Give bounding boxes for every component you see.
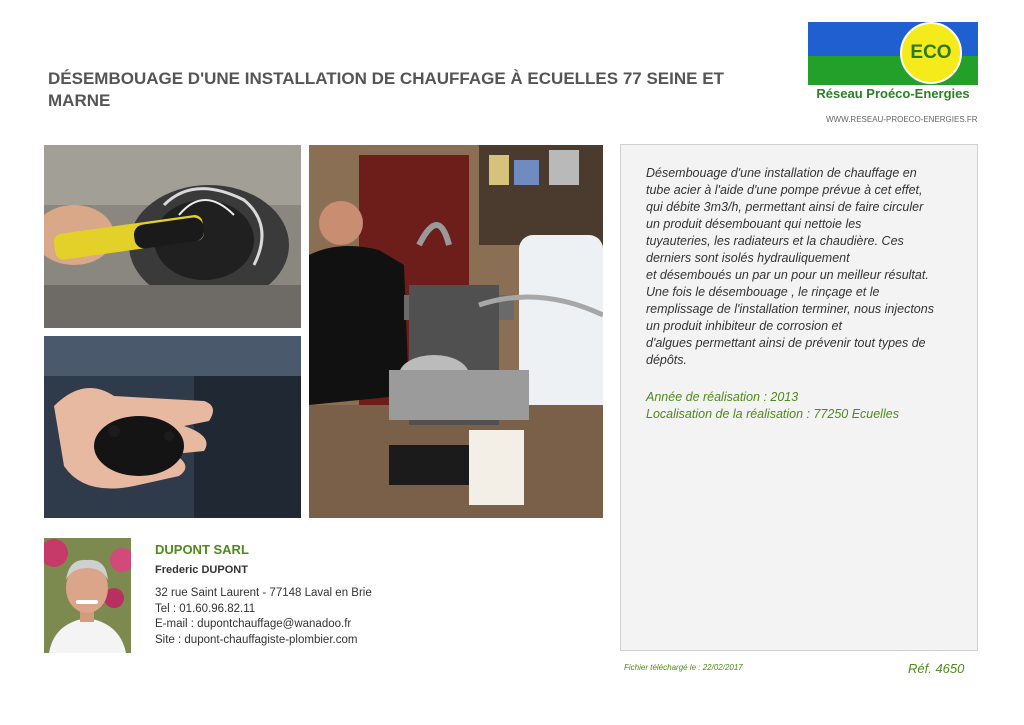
contact-details [155, 586, 372, 648]
website-link[interactable]: WWW.RESEAU-PROECO-ENERGIES.FR [826, 115, 978, 124]
description-line: remplissage de l'installation terminer, nous injectons [646, 302, 934, 316]
company-phone[interactable]: Tel : 01.60.96.82.11 [155, 602, 256, 615]
reference-number: Réf. 4650 [908, 661, 965, 676]
description-line: qui débite 3m3/h, permettant ainsi de faire circuler [646, 200, 924, 214]
description-line: Une fois le désembouage , le rinçage et le [646, 285, 880, 299]
contact-portrait [44, 538, 131, 653]
project-meta [646, 389, 966, 423]
description-line: d'algues permettant ainsi de prévenir tout types de [646, 336, 926, 350]
description-line: un produit désembouant qui nettoie les [646, 217, 862, 231]
description-line: tube acier à l'aide d'une pompe prévue à cet effet, [646, 183, 923, 197]
description-line: un produit inhibiteur de corrosion et [646, 319, 842, 333]
eco-logo[interactable] [808, 22, 978, 104]
logo-network-name: Réseau Proéco-Energies [816, 86, 970, 101]
description-panel [620, 144, 978, 651]
photo-sludge-flushing [44, 145, 301, 328]
description-line: dépôts. [646, 353, 688, 367]
description-line: tuyauteries, les radiateurs et la chaudière. Ces [646, 234, 904, 248]
description-line: Désembouage d'une installation de chauffage en [646, 166, 917, 180]
realization-location: Localisation de la réalisation : 77250 Ecuelles [646, 407, 899, 421]
page-title: DÉSEMBOUAGE D'UNE INSTALLATION DE CHAUFFAGE À ECUELLES 77 SEINE ET MARNE [48, 69, 724, 110]
description-line: et désemboués un par un pour un meilleur résultat. [646, 268, 929, 282]
download-date: Fichier téléchargé le : 22/02/2017 [624, 663, 743, 672]
realization-year: Année de réalisation : 2013 [646, 390, 799, 404]
company-site[interactable]: Site : dupont-chauffagiste-plombier.com [155, 633, 358, 646]
company-email[interactable]: E-mail : dupontchauffage@wanadoo.fr [155, 618, 352, 630]
project-description [646, 165, 966, 369]
photo-technician-pump [309, 145, 603, 518]
logo-sun-badge: ECO [900, 22, 962, 84]
contact-person: Frederic DUPONT [155, 564, 248, 576]
description-line: derniers sont isolés hydrauliquement [646, 251, 850, 265]
company-name: DUPONT SARL [155, 542, 249, 557]
company-address: 32 rue Saint Laurent - 77148 Laval en Brie [155, 587, 372, 599]
photo-sludge-in-hand [44, 336, 301, 518]
